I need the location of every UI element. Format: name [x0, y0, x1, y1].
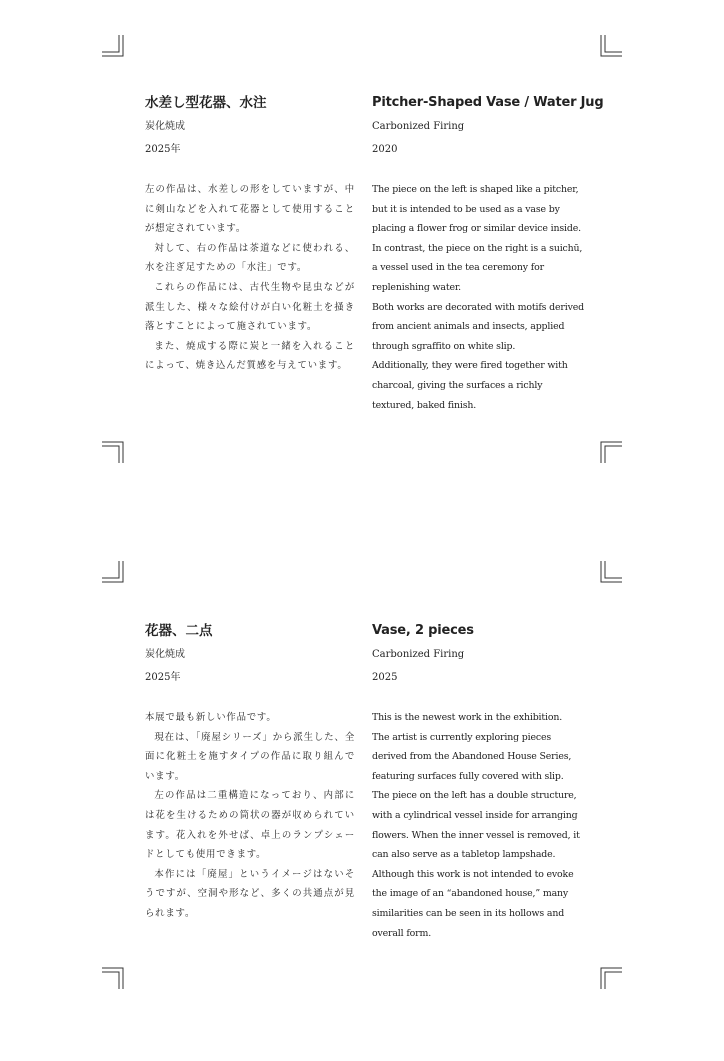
description-ja: [145, 708, 355, 924]
japanese-column: [145, 621, 355, 919]
crop-mark-top-left: [102, 35, 124, 57]
english-column: [372, 93, 604, 411]
paragraph: In contrast, the piece on the right is a suichū, a vessel used in the tea ceremony for replenishing water.: [372, 242, 583, 293]
work-title-en: Vase, 2 pieces: [372, 623, 474, 638]
paragraph: また、焼成する際に炭と一緒を入れることによって、焼き込んだ質感を与えています。: [145, 340, 355, 372]
caption-card-1: [0, 93, 724, 533]
english-column: [372, 621, 587, 939]
japanese-column: [145, 93, 355, 372]
paragraph: 左の作品は、水差しの形をしていますが、中に剣山などを入れて花器として使用することが想定されています。: [145, 184, 355, 235]
paragraph: Although this work is not intended to evoke the image of an “abandoned house,” many similarities can be seen in its hollows and overall form.: [372, 868, 574, 939]
year-ja: 2025年: [145, 672, 181, 683]
crop-mark-top-right: [600, 35, 622, 57]
technique-ja: 炭化焼成: [145, 121, 185, 132]
year-en: 2020: [372, 144, 398, 155]
year-en: 2025: [372, 672, 398, 683]
work-title-ja: 水差し型花器、水注: [145, 95, 267, 111]
work-title-en: Pitcher-Shaped Vase / Water Jug: [372, 95, 604, 110]
technique-ja: 炭化焼成: [145, 649, 185, 660]
description-en: [372, 708, 587, 943]
crop-mark-mid-right-2: [600, 561, 622, 583]
paragraph: 現在は、「廃屋シリーズ」から派生した、全面に化粧土を施すタイプの作品に取り組んでいます。: [145, 731, 355, 782]
paragraph: The piece on the left is shaped like a pitcher, but it is intended to be used as a vase by placing a flower frog or similar device inside.: [372, 184, 581, 235]
paragraph: 左の作品は二重構造になっており、内部には花を生けるための筒状の器が収められています。花入れを外せば、卓上のランプシェードとしても使用できます。: [145, 790, 355, 861]
paragraph: The piece on the left has a double structure, with a cylindrical vessel inside for arranging flowers. When the inner vessel is removed, it can also serve as a tabletop lampshade.: [372, 790, 580, 861]
paragraph: Both works are decorated with motifs derived from ancient animals and insects, applied through sgraffito on white slip.: [372, 301, 584, 352]
paragraph: This is the newest work in the exhibition.: [372, 712, 563, 723]
technique-en: Carbonized Firing: [372, 649, 465, 660]
description-en: [372, 180, 587, 415]
caption-card-2: [0, 621, 724, 1061]
paragraph: Additionally, they were fired together with charcoal, giving the surfaces a richly textured, baked finish.: [372, 360, 568, 411]
paragraph: これらの作品には、古代生物や昆虫などが派生した、様々な絵付けが白い化粧土を掻き落とすことによって施されています。: [145, 281, 355, 333]
work-title-ja: 花器、二点: [145, 623, 213, 639]
year-ja: 2025年: [145, 144, 181, 155]
description-ja: [145, 180, 355, 376]
paragraph: 本展で最も新しい作品です。: [145, 712, 277, 723]
paragraph: 対して、右の作品は茶道などに使われる、水を注ぎ足すための「水注」です。: [145, 242, 355, 274]
paragraph: The artist is currently exploring pieces derived from the Abandoned House Series, featuring surfaces fully covered with slip.: [372, 731, 572, 782]
technique-en: Carbonized Firing: [372, 121, 465, 132]
paragraph: 本作には「廃屋」というイメージはないそうですが、空洞や形など、多くの共通点が見られます。: [145, 868, 355, 919]
crop-mark-mid-left-2: [102, 561, 124, 583]
